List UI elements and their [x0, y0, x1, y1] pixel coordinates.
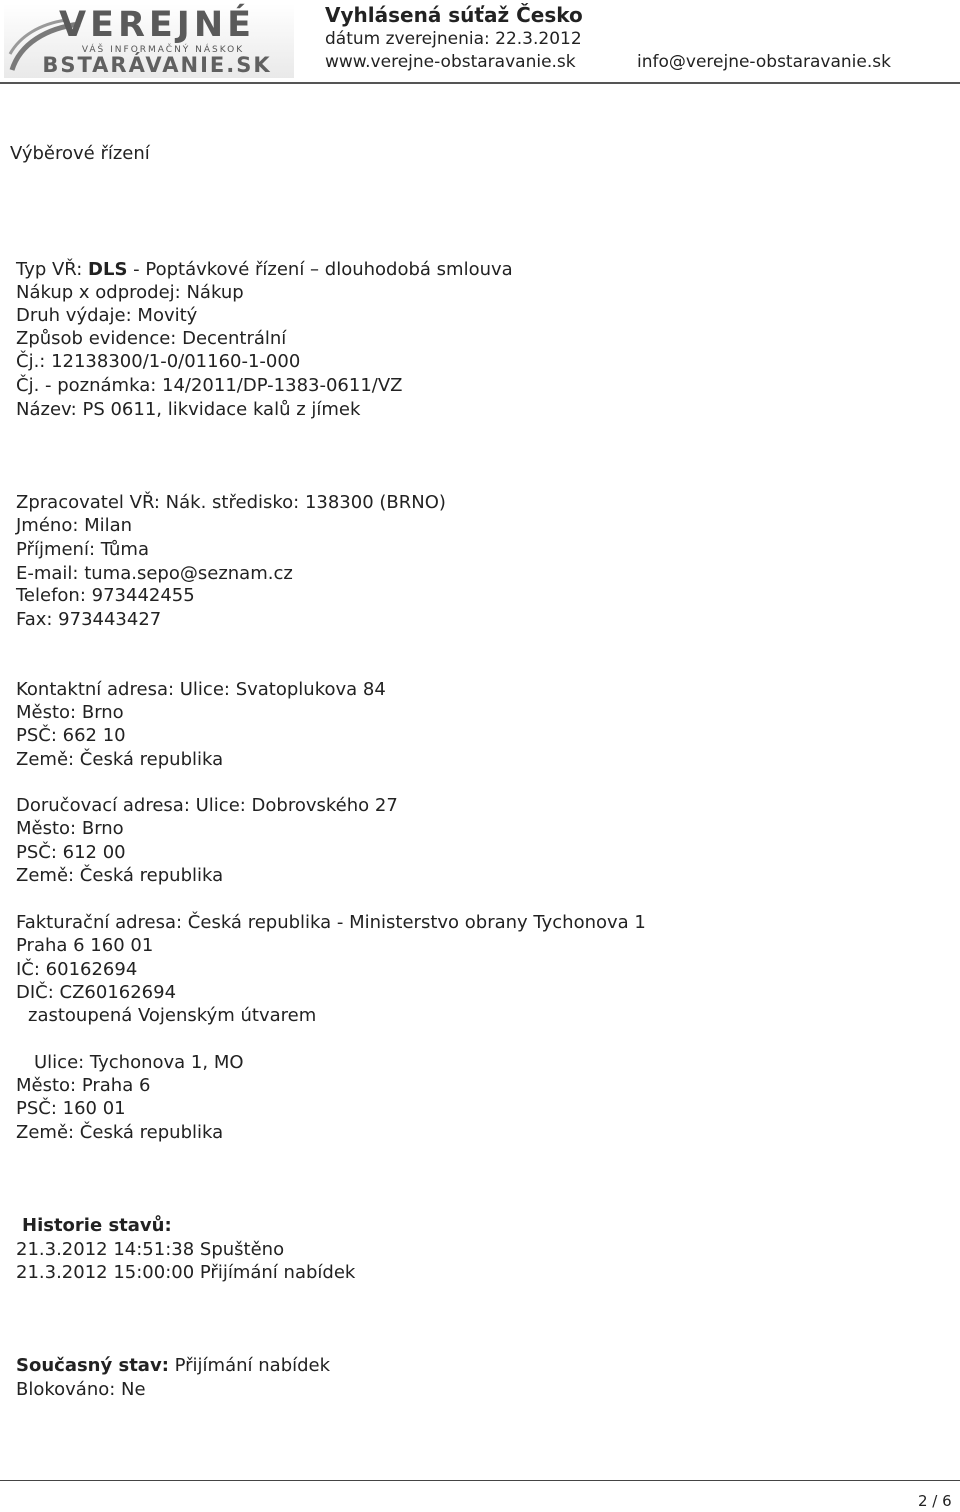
soucasny-stav-line [16, 1354, 330, 1377]
zpracovatel-line: Zpracovatel VŘ: Nák. středisko: 138300 (BRNO) [16, 492, 446, 513]
kontaktni-adresa-ulice: Kontaktní adresa: Ulice: Svatoplukova 84 [16, 679, 386, 700]
nazev-line: Název: PS 0611, likvidace kalů z jímek [16, 399, 361, 420]
document-heading: Výběrové řízení [10, 143, 150, 164]
fakturacni-praha: Praha 6 160 01 [16, 935, 154, 956]
cj-poznamka-line: Čj. - poznámka: 14/2011/DP-1383-0611/VZ [16, 375, 403, 396]
logo-text-bottom: BSTARÁVANIE.SK [42, 53, 272, 77]
dic-line: DIČ: CZ60162694 [16, 982, 177, 1003]
blokovano-line: Blokováno: Ne [16, 1379, 146, 1400]
kontaktni-adresa-psc: PSČ: 662 10 [16, 725, 126, 746]
page-header [0, 0, 960, 84]
vu-mesto: Město: Praha 6 [16, 1075, 151, 1096]
logo-tagline: VÁŠ INFORMAČNÝ NÁSKOK [81, 45, 245, 55]
typ-vr-prefix: Typ VŘ: [16, 259, 89, 280]
cj-line: Čj.: 12138300/1-0/01160-1-000 [16, 351, 301, 372]
page-number: 2 / 6 [918, 1492, 952, 1510]
historie-entry-2: 21.3.2012 15:00:00 Přijímání nabídek [16, 1262, 356, 1283]
vu-psc: PSČ: 160 01 [16, 1098, 126, 1119]
vu-ulice: Ulice: Tychonova 1, MO [34, 1052, 244, 1073]
fax-line: Fax: 973443427 [16, 609, 162, 630]
soucasny-stav-label: Současný stav: [16, 1355, 169, 1376]
nakup-line: Nákup x odprodej: Nákup [16, 282, 244, 303]
zpusob-line: Způsob evidence: Decentrální [16, 328, 287, 349]
ic-line: IČ: 60162694 [16, 959, 138, 980]
email-line: E-mail: tuma.sepo@seznam.cz [16, 563, 293, 584]
typ-vr-code: DLS [88, 259, 128, 280]
prijmeni-line: Příjmení: Tůma [16, 539, 149, 560]
header-date: dátum zverejnenia: 22.3.2012 [325, 29, 582, 49]
dorucovaci-adresa-mesto: Město: Brno [16, 818, 124, 839]
site-logo[interactable] [4, 4, 294, 78]
zastoupena-line: zastoupená Vojenským útvarem [28, 1005, 317, 1026]
typ-vr-suffix: - Poptávkové řízení – dlouhodobá smlouva [127, 259, 513, 280]
kontaktni-adresa-mesto: Město: Brno [16, 702, 124, 723]
header-website-link[interactable]: www.verejne-obstaravanie.sk [325, 52, 576, 72]
dorucovaci-adresa-ulice: Doručovací adresa: Ulice: Dobrovského 27 [16, 795, 398, 816]
dorucovaci-adresa-psc: PSČ: 612 00 [16, 842, 126, 863]
historie-entry-1: 21.3.2012 14:51:38 Spuštěno [16, 1239, 285, 1260]
soucasny-stav-value: Přijímání nabídek [168, 1355, 331, 1376]
telefon-line: Telefon: 973442455 [16, 585, 195, 606]
footer-divider [0, 1480, 960, 1481]
fakturacni-adresa: Fakturační adresa: Česká republika - Ministerstvo obrany Tychonova 1 [16, 912, 646, 933]
logo-text-top: VEREJNÉ [58, 5, 256, 45]
header-title: Vyhlásená súťaž Česko [325, 3, 583, 27]
dorucovaci-adresa-zeme: Země: Česká republika [16, 865, 224, 886]
historie-label: Historie stavů: [22, 1215, 172, 1236]
jmeno-line: Jméno: Milan [16, 515, 133, 536]
header-email-link[interactable]: info@verejne-obstaravanie.sk [637, 52, 891, 72]
header-divider [0, 82, 960, 84]
druh-line: Druh výdaje: Movitý [16, 305, 198, 326]
typ-vr-line [16, 258, 513, 281]
kontaktni-adresa-zeme: Země: Česká republika [16, 749, 224, 770]
vu-zeme: Země: Česká republika [16, 1122, 224, 1143]
